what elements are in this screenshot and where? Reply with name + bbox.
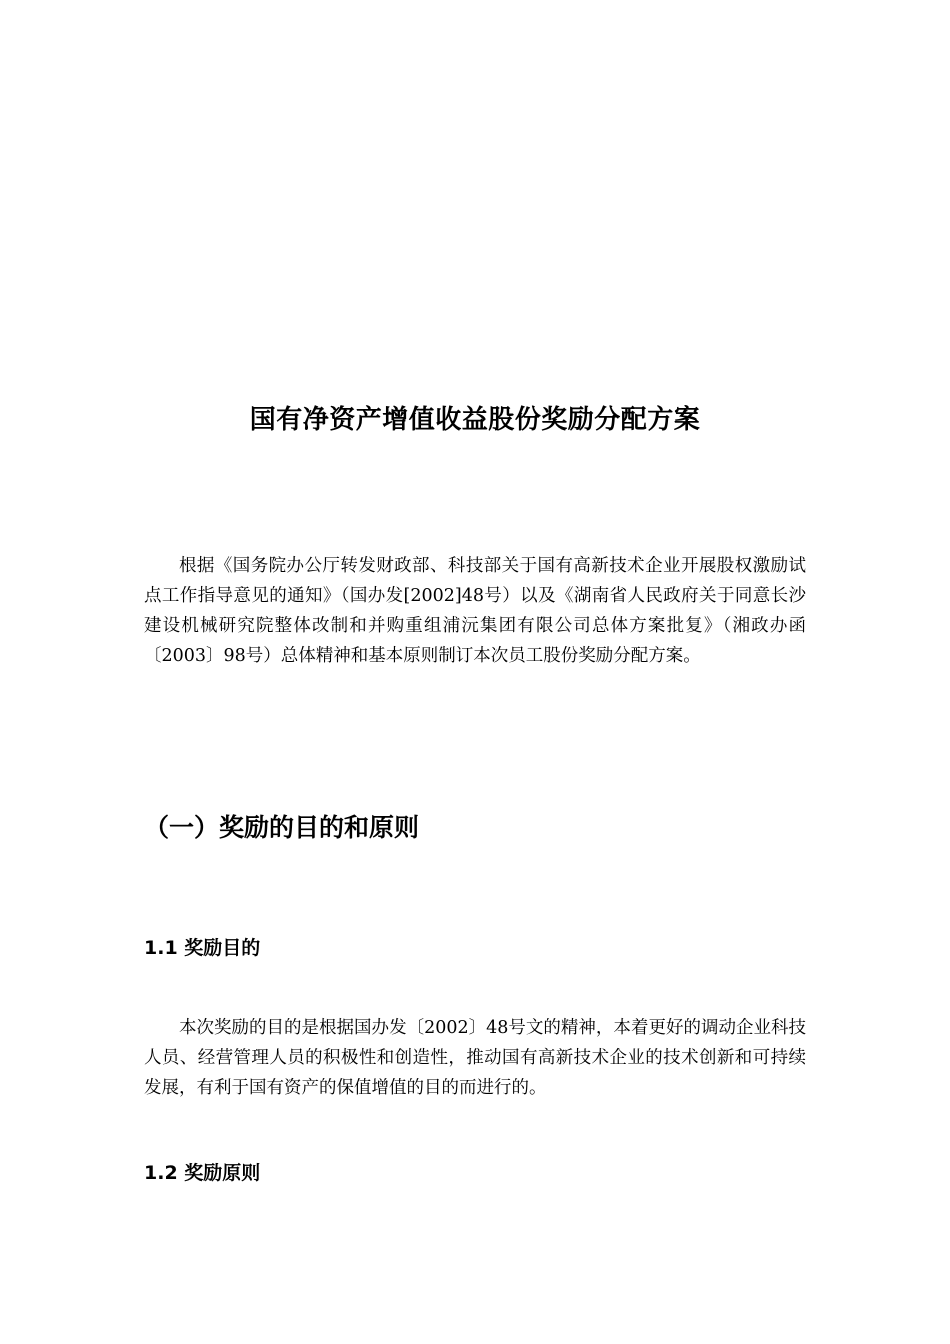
section-heading-1: （一）奖励的目的和原则 xyxy=(144,813,420,842)
subsection-heading-1-2: 1.2 奖励原则 xyxy=(144,1162,261,1184)
intro-paragraph: 根据《国务院办公厅转发财政部、科技部关于国有高新技术企业开展股权激励试点工作指导意见的通知》（国办发[2002]48号）以及《湖南省人民政府关于同意长沙建设机械研究院整体改制和并购重组浦沅集团有限公司总体方案批复》（湘政办函〔2003〕98号）总体精神和基本原则制订本次员工股份奖励分配方案。 xyxy=(144,556,806,666)
subsection-paragraph-1-1: 本次奖励的目的是根据国办发〔2002〕48号文的精神，本着更好的调动企业科技人员、经营管理人员的积极性和创造性，推动国有高新技术企业的技术创新和可持续发展，有利于国有资产的保值增值的目的而进行的。 xyxy=(144,1018,806,1098)
document-title: 国有净资产增值收益股份奖励分配方案 xyxy=(249,405,701,435)
subsection-heading-1-1: 1.1 奖励目的 xyxy=(144,937,261,959)
